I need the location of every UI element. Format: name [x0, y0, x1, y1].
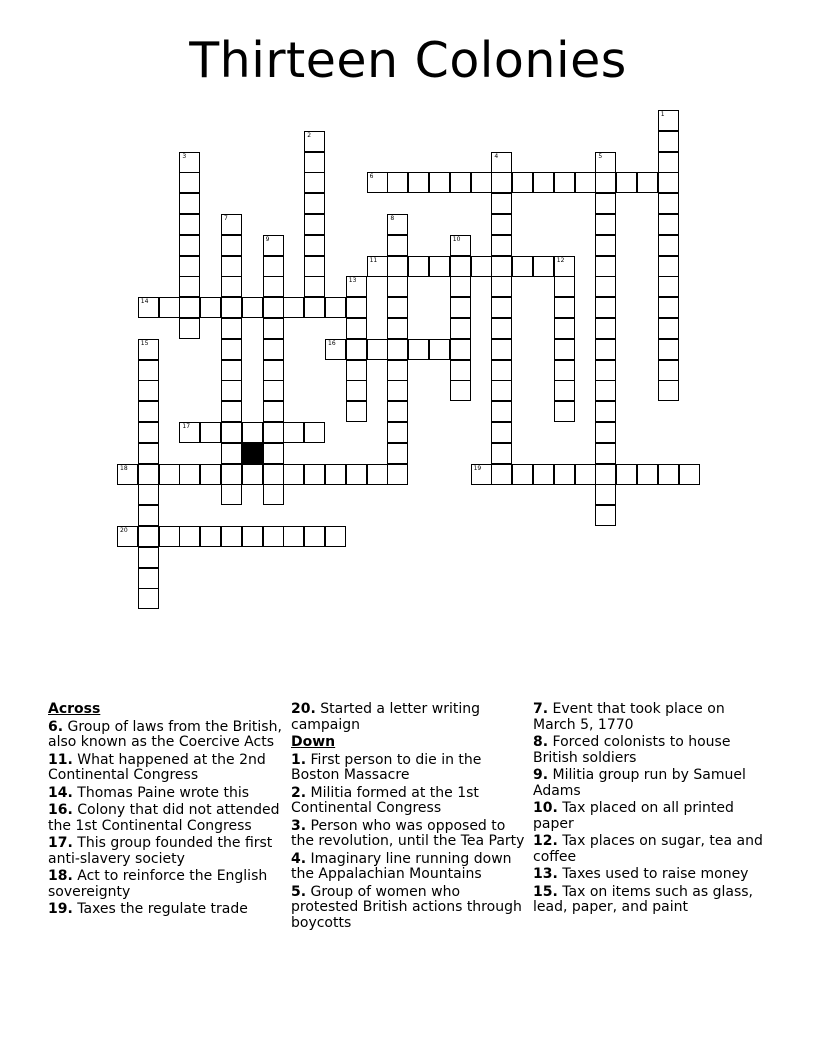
grid-cell[interactable] — [325, 526, 346, 547]
grid-cell[interactable] — [471, 256, 492, 277]
grid-cell[interactable] — [658, 339, 679, 360]
grid-cell[interactable] — [179, 235, 200, 256]
grid-cell[interactable] — [595, 193, 616, 214]
grid-cell[interactable] — [179, 464, 200, 485]
grid-cell[interactable] — [159, 464, 180, 485]
grid-cell[interactable] — [263, 526, 284, 547]
grid-cell[interactable] — [512, 464, 533, 485]
grid-cell[interactable] — [658, 214, 679, 235]
grid-cell[interactable] — [138, 464, 159, 485]
grid-cell[interactable] — [387, 380, 408, 401]
grid-cell[interactable] — [221, 484, 242, 505]
clue-down-13: 13. Taxes used to raise money — [533, 866, 749, 882]
grid-cell[interactable] — [387, 401, 408, 422]
grid-cell[interactable] — [179, 172, 200, 193]
clues-column-2 — [291, 702, 527, 933]
clue-down-12: 12. Tax places on sugar, tea and coffee — [533, 833, 763, 865]
grid-cell[interactable] — [221, 276, 242, 297]
grid-cell[interactable] — [658, 172, 679, 193]
grid-cell[interactable] — [304, 214, 325, 235]
clue-down-9: 9. Militia group run by Samuel Adams — [533, 767, 746, 799]
grid-cell[interactable] — [200, 464, 221, 485]
grid-cell[interactable] — [512, 256, 533, 277]
grid-cell[interactable] — [346, 360, 367, 381]
grid-cell[interactable] — [221, 339, 242, 360]
grid-cell[interactable] — [616, 464, 637, 485]
grid-cell[interactable] — [595, 152, 616, 173]
grid-cell[interactable] — [450, 235, 471, 256]
grid-cell[interactable] — [658, 193, 679, 214]
grid-cell[interactable] — [138, 380, 159, 401]
grid-cell[interactable] — [429, 172, 450, 193]
grid-cell[interactable] — [367, 464, 388, 485]
grid-cell[interactable] — [616, 172, 637, 193]
down-heading: Down — [291, 734, 336, 750]
grid-cell[interactable] — [242, 464, 263, 485]
clue-down-7: 7. Event that took place on March 5, 1770 — [533, 701, 725, 733]
grid-cell[interactable] — [242, 297, 263, 318]
grid-cell[interactable] — [595, 380, 616, 401]
grid-cell[interactable] — [263, 318, 284, 339]
grid-cell[interactable] — [263, 464, 284, 485]
grid-cell[interactable] — [138, 401, 159, 422]
clue-across-18: 18. Act to reinforce the English sovereignty — [48, 868, 268, 900]
clue-number: 14 — [140, 298, 149, 306]
grid-cell[interactable] — [512, 172, 533, 193]
clue-across-19: 19. Taxes the regulate trade — [48, 901, 248, 917]
grid-cell[interactable] — [595, 505, 616, 526]
grid-cell[interactable] — [263, 360, 284, 381]
grid-cell[interactable] — [387, 256, 408, 277]
grid-cell[interactable] — [200, 422, 221, 443]
grid-cell[interactable] — [387, 443, 408, 464]
grid-cell[interactable] — [408, 172, 429, 193]
grid-cell[interactable] — [450, 256, 471, 277]
grid-cell[interactable] — [491, 193, 512, 214]
grid-cell[interactable] — [387, 339, 408, 360]
grid-cell[interactable] — [283, 422, 304, 443]
grid-cell[interactable] — [263, 401, 284, 422]
grid-cell[interactable] — [304, 172, 325, 193]
grid-cell[interactable] — [387, 276, 408, 297]
grid-cell[interactable] — [263, 339, 284, 360]
grid-cell[interactable] — [138, 484, 159, 505]
grid-cell[interactable] — [450, 172, 471, 193]
grid-cell[interactable] — [283, 526, 304, 547]
grid-cell[interactable] — [367, 339, 388, 360]
clue-number: 11 — [369, 256, 378, 264]
grid-cell[interactable] — [263, 484, 284, 505]
grid-cell[interactable] — [491, 172, 512, 193]
grid-cell[interactable] — [491, 214, 512, 235]
grid-cell[interactable] — [387, 318, 408, 339]
grid-cell[interactable] — [658, 464, 679, 485]
grid-cell[interactable] — [491, 464, 512, 485]
grid-cell[interactable] — [387, 360, 408, 381]
clue-across-16: 16. Colony that did not attended the 1st Continental Congress — [48, 802, 280, 834]
grid-cell[interactable] — [242, 526, 263, 547]
grid-cell[interactable] — [138, 443, 159, 464]
grid-cell[interactable] — [263, 297, 284, 318]
clues-column-3 — [533, 702, 769, 918]
clue-number: 6 — [369, 173, 374, 181]
grid-cell[interactable] — [450, 297, 471, 318]
grid-cell[interactable] — [658, 256, 679, 277]
grid-cell[interactable] — [346, 380, 367, 401]
grid-cell[interactable] — [304, 193, 325, 214]
clue-number: 4 — [494, 152, 499, 160]
grid-cell[interactable] — [179, 318, 200, 339]
grid-cell[interactable] — [263, 276, 284, 297]
grid-cell[interactable] — [491, 276, 512, 297]
grid-cell[interactable] — [325, 339, 346, 360]
grid-cell[interactable] — [595, 464, 616, 485]
grid-cell[interactable] — [304, 464, 325, 485]
grid-cell[interactable] — [242, 422, 263, 443]
grid-cell[interactable] — [221, 297, 242, 318]
grid-cell[interactable] — [637, 172, 658, 193]
clue-number: 7 — [224, 215, 228, 222]
clues-column-1 — [48, 702, 284, 920]
clue-number: 13 — [348, 277, 357, 285]
grid-cell[interactable] — [554, 318, 575, 339]
grid-cell[interactable] — [533, 464, 554, 485]
clue-number: 3 — [182, 152, 187, 160]
grid-cell[interactable] — [304, 526, 325, 547]
grid-cell[interactable] — [304, 297, 325, 318]
grid-cell[interactable] — [658, 235, 679, 256]
grid-cell[interactable] — [387, 297, 408, 318]
grid-cell[interactable] — [658, 276, 679, 297]
grid-cell[interactable] — [554, 464, 575, 485]
grid-cell[interactable] — [138, 505, 159, 526]
grid-cell[interactable] — [179, 214, 200, 235]
clue-number: 10 — [452, 235, 461, 243]
grid-cell[interactable] — [387, 422, 408, 443]
grid-cell[interactable] — [304, 256, 325, 277]
grid-cell[interactable] — [554, 172, 575, 193]
grid-cell[interactable] — [304, 131, 325, 152]
grid-cell[interactable] — [491, 256, 512, 277]
clue-down-15: 15. Tax on items such as glass, lead, paper, and paint — [533, 883, 753, 915]
grid-cell[interactable] — [387, 235, 408, 256]
grid-cell[interactable] — [491, 401, 512, 422]
grid-cell[interactable] — [554, 360, 575, 381]
grid-cell[interactable] — [304, 276, 325, 297]
grid-cell[interactable] — [221, 214, 242, 235]
grid-cell[interactable] — [533, 172, 554, 193]
grid-cell[interactable] — [138, 422, 159, 443]
grid-cell[interactable] — [304, 152, 325, 173]
grid-cell[interactable] — [138, 588, 159, 609]
grid-cell[interactable] — [263, 422, 284, 443]
grid-cell[interactable] — [471, 172, 492, 193]
grid-cell[interactable] — [325, 297, 346, 318]
grid-cell[interactable] — [325, 464, 346, 485]
grid-cell[interactable] — [595, 443, 616, 464]
grid-cell[interactable] — [346, 339, 367, 360]
grid-cell[interactable] — [658, 380, 679, 401]
grid-cell[interactable] — [450, 360, 471, 381]
grid-cell[interactable] — [491, 443, 512, 464]
grid-cell[interactable] — [595, 339, 616, 360]
grid-cell[interactable] — [221, 401, 242, 422]
grid-cell[interactable] — [491, 422, 512, 443]
grid-cell[interactable] — [179, 276, 200, 297]
clue-number: 1 — [660, 111, 665, 118]
grid-cell[interactable] — [263, 235, 284, 256]
grid-cell[interactable] — [429, 256, 450, 277]
grid-cell[interactable] — [138, 526, 159, 547]
grid-cell[interactable] — [491, 297, 512, 318]
clue-down-1: 1. First person to die in the Boston Massacre — [291, 751, 482, 783]
grid-cell[interactable] — [200, 297, 221, 318]
grid-cell[interactable] — [595, 235, 616, 256]
grid-cell[interactable] — [595, 401, 616, 422]
grid-cell[interactable] — [387, 464, 408, 485]
grid-cell[interactable] — [408, 339, 429, 360]
clue-number: 15 — [140, 339, 149, 347]
grid-cell[interactable] — [658, 152, 679, 173]
grid-cell[interactable] — [408, 256, 429, 277]
grid-cell[interactable] — [429, 339, 450, 360]
grid-cell[interactable] — [221, 360, 242, 381]
grid-cell[interactable] — [491, 360, 512, 381]
grid-cell[interactable] — [637, 464, 658, 485]
clue-number: 20 — [120, 527, 128, 534]
grid-cell[interactable] — [554, 276, 575, 297]
clue-number: 2 — [307, 131, 312, 139]
grid-cell[interactable] — [595, 422, 616, 443]
grid-cell[interactable] — [346, 318, 367, 339]
grid-cell[interactable] — [554, 256, 575, 277]
grid-cell[interactable] — [679, 464, 700, 485]
grid-cell[interactable] — [221, 256, 242, 277]
grid-cell[interactable] — [554, 339, 575, 360]
grid-cell[interactable] — [595, 276, 616, 297]
clue-down-10: 10. Tax placed on all printed paper — [533, 800, 734, 832]
grid-cell[interactable] — [595, 318, 616, 339]
clue-number: 17 — [182, 423, 191, 430]
grid-cell[interactable] — [221, 235, 242, 256]
grid-cell[interactable] — [179, 526, 200, 547]
grid-cell[interactable] — [221, 380, 242, 401]
grid-cell[interactable] — [575, 464, 596, 485]
grid-cell[interactable] — [554, 380, 575, 401]
grid-cell[interactable] — [263, 443, 284, 464]
clue-number: 19 — [473, 464, 482, 472]
grid-cell[interactable] — [138, 339, 159, 360]
grid-cell[interactable] — [595, 297, 616, 318]
clue-number: 12 — [556, 256, 565, 264]
grid-cell[interactable] — [491, 318, 512, 339]
grid-cell[interactable] — [367, 172, 388, 193]
clue-down-8: 8. Forced colonists to house British soldiers — [533, 734, 731, 766]
clue-across-17: 17. This group founded the first anti-slavery society — [48, 835, 273, 867]
grid-cell[interactable] — [159, 526, 180, 547]
grid-cell[interactable] — [491, 380, 512, 401]
grid-cell[interactable] — [491, 152, 512, 173]
grid-cell[interactable] — [658, 297, 679, 318]
grid-cell[interactable] — [595, 360, 616, 381]
clue-number: 9 — [265, 235, 270, 243]
grid-cell[interactable] — [387, 214, 408, 235]
grid-cell[interactable] — [450, 276, 471, 297]
grid-cell[interactable] — [304, 422, 325, 443]
grid-cell[interactable] — [221, 443, 242, 464]
clue-number: 18 — [120, 464, 128, 472]
grid-cell[interactable] — [283, 464, 304, 485]
grid-cell[interactable] — [450, 380, 471, 401]
grid-cell[interactable] — [471, 464, 492, 485]
grid-cell[interactable] — [491, 235, 512, 256]
grid-cell[interactable] — [138, 547, 159, 568]
grid-cell[interactable] — [200, 526, 221, 547]
grid-cell[interactable] — [138, 360, 159, 381]
grid-cell[interactable] — [138, 297, 159, 318]
grid-cell[interactable] — [221, 526, 242, 547]
clue-number: 5 — [598, 152, 603, 160]
grid-cell[interactable] — [179, 193, 200, 214]
grid-cell[interactable] — [575, 172, 596, 193]
grid-cell[interactable] — [263, 256, 284, 277]
grid-cell[interactable] — [450, 318, 471, 339]
grid-cell[interactable] — [387, 172, 408, 193]
grid-cell[interactable] — [179, 422, 200, 443]
clue-down-3: 3. Person who was opposed to the revolution, until the Tea Party — [291, 817, 525, 849]
clue-down-2: 2. Militia formed at the 1st Continental Congress — [291, 784, 479, 816]
grid-cell[interactable] — [595, 214, 616, 235]
grid-cell[interactable] — [554, 401, 575, 422]
grid-cell[interactable] — [658, 131, 679, 152]
grid-cell[interactable] — [117, 526, 138, 547]
clue-down-5: 5. Group of women who protested British actions through boycotts — [291, 883, 522, 931]
grid-cell[interactable] — [346, 401, 367, 422]
page-title: Thirteen Colonies — [189, 32, 627, 89]
black-square — [242, 443, 263, 464]
grid-cell[interactable] — [450, 339, 471, 360]
grid-cell[interactable] — [263, 380, 284, 401]
grid-cell[interactable] — [658, 318, 679, 339]
clue-number: 16 — [328, 339, 336, 347]
grid-cell[interactable] — [221, 464, 242, 485]
grid-cell[interactable] — [304, 235, 325, 256]
grid-cell[interactable] — [533, 256, 554, 277]
grid-cell[interactable] — [346, 464, 367, 485]
grid-cell[interactable] — [117, 464, 138, 485]
grid-cell[interactable] — [283, 297, 304, 318]
across-heading: Across — [48, 701, 101, 717]
grid-cell[interactable] — [138, 568, 159, 589]
grid-cell[interactable] — [595, 256, 616, 277]
clue-across-6: 6. Group of laws from the British, also known as the Coercive Acts — [48, 718, 282, 750]
clue-across-14: 14. Thomas Paine wrote this — [48, 784, 249, 801]
grid-cell[interactable] — [554, 297, 575, 318]
grid-cell[interactable] — [179, 256, 200, 277]
grid-cell[interactable] — [221, 422, 242, 443]
grid-cell[interactable] — [595, 172, 616, 193]
grid-cell[interactable] — [658, 110, 679, 131]
grid-cell[interactable] — [346, 297, 367, 318]
clue-across-20: 20. Started a letter writing campaign — [291, 701, 480, 733]
grid-cell[interactable] — [595, 484, 616, 505]
grid-cell[interactable] — [179, 297, 200, 318]
grid-cell[interactable] — [367, 256, 388, 277]
grid-cell[interactable] — [346, 276, 367, 297]
clue-number: 8 — [390, 215, 395, 222]
clue-across-11: 11. What happened at the 2nd Continental Congress — [48, 751, 266, 783]
clue-down-4: 4. Imaginary line running down the Appalachian Mountains — [291, 850, 512, 882]
grid-cell[interactable] — [221, 318, 242, 339]
grid-cell[interactable] — [159, 297, 180, 318]
grid-cell[interactable] — [491, 339, 512, 360]
grid-cell[interactable] — [658, 360, 679, 381]
grid-cell[interactable] — [179, 152, 200, 173]
